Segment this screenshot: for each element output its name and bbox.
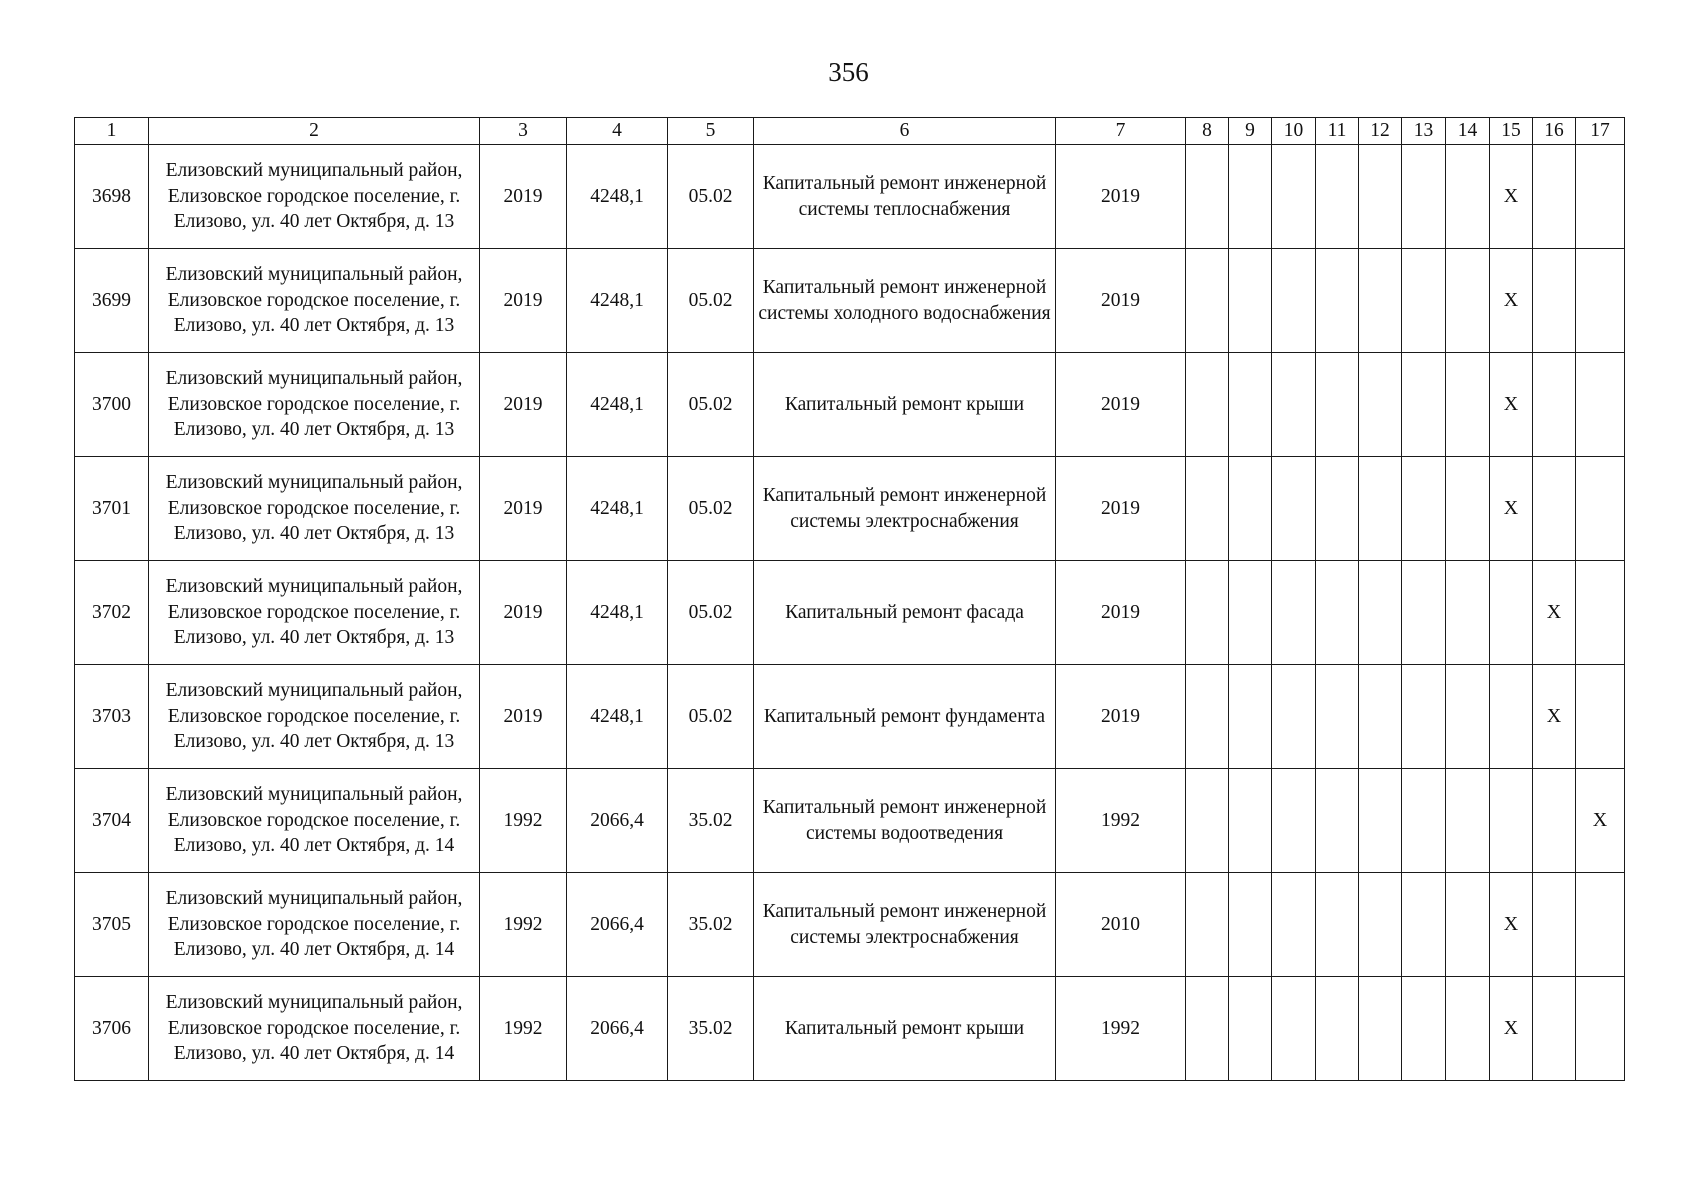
code-cell: 05.02 — [668, 457, 754, 561]
column-header: 7 — [1056, 118, 1186, 145]
mark-cell — [1316, 249, 1359, 353]
mark-cell — [1533, 457, 1576, 561]
column-header: 5 — [668, 118, 754, 145]
row-number-cell: 3699 — [75, 249, 149, 353]
mark-cell — [1490, 665, 1533, 769]
column-header: 13 — [1402, 118, 1446, 145]
address-cell: Елизовский муниципальный район, Елизовское городское поселение, г. Елизово, ул. 40 лет Октября, д. 13 — [149, 665, 480, 769]
year-done-cell: 2019 — [1056, 561, 1186, 665]
code-cell: 05.02 — [668, 249, 754, 353]
mark-cell — [1402, 145, 1446, 249]
work-type-cell: Капитальный ремонт инженерной системы водоотведения — [754, 769, 1056, 873]
mark-cell — [1359, 353, 1402, 457]
mark-cell — [1359, 873, 1402, 977]
page-number: 356 — [828, 57, 869, 87]
mark-cell — [1359, 665, 1402, 769]
mark-cell — [1359, 249, 1402, 353]
address-cell: Елизовский муниципальный район, Елизовское городское поселение, г. Елизово, ул. 40 лет Октября, д. 13 — [149, 353, 480, 457]
mark-cell — [1576, 873, 1625, 977]
mark-cell — [1576, 145, 1625, 249]
mark-cell — [1402, 353, 1446, 457]
work-type-cell: Капитальный ремонт крыши — [754, 977, 1056, 1081]
mark-cell — [1272, 457, 1316, 561]
mark-cell — [1576, 457, 1625, 561]
code-cell: 05.02 — [668, 561, 754, 665]
table-row — [75, 873, 1625, 977]
work-type-cell: Капитальный ремонт фасада — [754, 561, 1056, 665]
mark-cell — [1359, 561, 1402, 665]
mark-cell — [1272, 873, 1316, 977]
row-number-cell: 3703 — [75, 665, 149, 769]
mark-cell — [1316, 561, 1359, 665]
header-row — [75, 118, 1625, 145]
mark-cell: X — [1576, 769, 1625, 873]
mark-cell — [1446, 249, 1490, 353]
year-built-cell: 2019 — [480, 249, 567, 353]
mark-cell — [1446, 145, 1490, 249]
column-header: 17 — [1576, 118, 1625, 145]
table-row — [75, 561, 1625, 665]
mark-cell — [1446, 665, 1490, 769]
table-body — [75, 145, 1625, 1081]
year-done-cell: 2019 — [1056, 457, 1186, 561]
column-header: 4 — [567, 118, 668, 145]
year-built-cell: 1992 — [480, 977, 567, 1081]
area-cell: 2066,4 — [567, 769, 668, 873]
area-cell: 4248,1 — [567, 353, 668, 457]
mark-cell — [1576, 561, 1625, 665]
table-row — [75, 145, 1625, 249]
year-built-cell: 2019 — [480, 561, 567, 665]
mark-cell — [1490, 561, 1533, 665]
table-row — [75, 353, 1625, 457]
work-type-cell: Капитальный ремонт крыши — [754, 353, 1056, 457]
mark-cell — [1272, 145, 1316, 249]
mark-cell — [1229, 353, 1272, 457]
work-type-cell: Капитальный ремонт фундамента — [754, 665, 1056, 769]
mark-cell — [1316, 457, 1359, 561]
mark-cell — [1316, 665, 1359, 769]
column-header: 9 — [1229, 118, 1272, 145]
year-done-cell: 1992 — [1056, 977, 1186, 1081]
mark-cell — [1229, 249, 1272, 353]
mark-cell — [1533, 353, 1576, 457]
address-cell: Елизовский муниципальный район, Елизовское городское поселение, г. Елизово, ул. 40 лет Октября, д. 14 — [149, 977, 480, 1081]
mark-cell — [1229, 873, 1272, 977]
mark-cell — [1576, 353, 1625, 457]
work-type-cell: Капитальный ремонт инженерной системы теплоснабжения — [754, 145, 1056, 249]
year-done-cell: 2019 — [1056, 665, 1186, 769]
code-cell: 35.02 — [668, 873, 754, 977]
mark-cell — [1402, 665, 1446, 769]
year-built-cell: 1992 — [480, 873, 567, 977]
column-header: 12 — [1359, 118, 1402, 145]
mark-cell — [1229, 457, 1272, 561]
mark-cell — [1316, 145, 1359, 249]
mark-cell — [1186, 145, 1229, 249]
area-cell: 4248,1 — [567, 665, 668, 769]
address-cell: Елизовский муниципальный район, Елизовское городское поселение, г. Елизово, ул. 40 лет Октября, д. 13 — [149, 249, 480, 353]
mark-cell — [1316, 977, 1359, 1081]
table-header — [75, 118, 1625, 145]
row-number-cell: 3705 — [75, 873, 149, 977]
registry-table — [74, 117, 1625, 1081]
mark-cell — [1316, 353, 1359, 457]
mark-cell — [1229, 145, 1272, 249]
mark-cell — [1402, 873, 1446, 977]
year-built-cell: 2019 — [480, 665, 567, 769]
table-row — [75, 457, 1625, 561]
code-cell: 35.02 — [668, 769, 754, 873]
mark-cell — [1533, 249, 1576, 353]
work-type-cell: Капитальный ремонт инженерной системы электроснабжения — [754, 873, 1056, 977]
mark-cell — [1229, 977, 1272, 1081]
code-cell: 35.02 — [668, 977, 754, 1081]
mark-cell — [1186, 561, 1229, 665]
column-header: 3 — [480, 118, 567, 145]
row-number-cell: 3701 — [75, 457, 149, 561]
year-built-cell: 2019 — [480, 145, 567, 249]
mark-cell — [1533, 977, 1576, 1081]
mark-cell — [1186, 665, 1229, 769]
mark-cell — [1533, 873, 1576, 977]
mark-cell — [1576, 249, 1625, 353]
column-header: 16 — [1533, 118, 1576, 145]
column-header: 15 — [1490, 118, 1533, 145]
mark-cell — [1359, 457, 1402, 561]
mark-cell — [1229, 769, 1272, 873]
mark-cell — [1316, 769, 1359, 873]
mark-cell — [1533, 145, 1576, 249]
mark-cell — [1533, 769, 1576, 873]
mark-cell — [1272, 769, 1316, 873]
column-header: 8 — [1186, 118, 1229, 145]
mark-cell — [1359, 769, 1402, 873]
mark-cell: X — [1490, 977, 1533, 1081]
table-row — [75, 249, 1625, 353]
column-header: 1 — [75, 118, 149, 145]
table-row — [75, 769, 1625, 873]
mark-cell — [1272, 561, 1316, 665]
mark-cell — [1272, 665, 1316, 769]
mark-cell — [1446, 977, 1490, 1081]
column-header: 6 — [754, 118, 1056, 145]
mark-cell — [1359, 977, 1402, 1081]
mark-cell — [1272, 977, 1316, 1081]
year-done-cell: 2019 — [1056, 353, 1186, 457]
area-cell: 4248,1 — [567, 145, 668, 249]
address-cell: Елизовский муниципальный район, Елизовское городское поселение, г. Елизово, ул. 40 лет Октября, д. 14 — [149, 769, 480, 873]
code-cell: 05.02 — [668, 665, 754, 769]
mark-cell: X — [1533, 561, 1576, 665]
code-cell: 05.02 — [668, 353, 754, 457]
mark-cell: X — [1490, 249, 1533, 353]
mark-cell — [1402, 977, 1446, 1081]
row-number-cell: 3704 — [75, 769, 149, 873]
column-header: 2 — [149, 118, 480, 145]
table-row — [75, 977, 1625, 1081]
area-cell: 2066,4 — [567, 873, 668, 977]
mark-cell — [1272, 353, 1316, 457]
mark-cell — [1402, 457, 1446, 561]
mark-cell — [1402, 769, 1446, 873]
row-number-cell: 3706 — [75, 977, 149, 1081]
mark-cell — [1186, 457, 1229, 561]
table-row — [75, 665, 1625, 769]
row-number-cell: 3700 — [75, 353, 149, 457]
year-done-cell: 2010 — [1056, 873, 1186, 977]
row-number-cell: 3702 — [75, 561, 149, 665]
mark-cell — [1359, 145, 1402, 249]
column-header: 11 — [1316, 118, 1359, 145]
mark-cell: X — [1533, 665, 1576, 769]
mark-cell — [1576, 977, 1625, 1081]
column-header: 14 — [1446, 118, 1490, 145]
year-done-cell: 2019 — [1056, 145, 1186, 249]
mark-cell — [1186, 769, 1229, 873]
mark-cell — [1446, 873, 1490, 977]
code-cell: 05.02 — [668, 145, 754, 249]
mark-cell — [1186, 353, 1229, 457]
mark-cell — [1186, 873, 1229, 977]
mark-cell: X — [1490, 873, 1533, 977]
mark-cell — [1446, 353, 1490, 457]
mark-cell: X — [1490, 353, 1533, 457]
mark-cell — [1186, 977, 1229, 1081]
year-done-cell: 2019 — [1056, 249, 1186, 353]
area-cell: 4248,1 — [567, 249, 668, 353]
year-done-cell: 1992 — [1056, 769, 1186, 873]
mark-cell — [1229, 665, 1272, 769]
mark-cell: X — [1490, 457, 1533, 561]
mark-cell — [1229, 561, 1272, 665]
mark-cell — [1576, 665, 1625, 769]
mark-cell — [1490, 769, 1533, 873]
mark-cell — [1272, 249, 1316, 353]
year-built-cell: 2019 — [480, 457, 567, 561]
area-cell: 4248,1 — [567, 561, 668, 665]
address-cell: Елизовский муниципальный район, Елизовское городское поселение, г. Елизово, ул. 40 лет Октября, д. 13 — [149, 145, 480, 249]
address-cell: Елизовский муниципальный район, Елизовское городское поселение, г. Елизово, ул. 40 лет Октября, д. 13 — [149, 561, 480, 665]
address-cell: Елизовский муниципальный район, Елизовское городское поселение, г. Елизово, ул. 40 лет Октября, д. 13 — [149, 457, 480, 561]
mark-cell — [1446, 457, 1490, 561]
year-built-cell: 2019 — [480, 353, 567, 457]
year-built-cell: 1992 — [480, 769, 567, 873]
mark-cell — [1402, 249, 1446, 353]
work-type-cell: Капитальный ремонт инженерной системы электроснабжения — [754, 457, 1056, 561]
mark-cell — [1186, 249, 1229, 353]
column-header: 10 — [1272, 118, 1316, 145]
row-number-cell: 3698 — [75, 145, 149, 249]
area-cell: 4248,1 — [567, 457, 668, 561]
mark-cell: X — [1490, 145, 1533, 249]
mark-cell — [1446, 561, 1490, 665]
mark-cell — [1316, 873, 1359, 977]
mark-cell — [1446, 769, 1490, 873]
area-cell: 2066,4 — [567, 977, 668, 1081]
work-type-cell: Капитальный ремонт инженерной системы холодного водоснабжения — [754, 249, 1056, 353]
address-cell: Елизовский муниципальный район, Елизовское городское поселение, г. Елизово, ул. 40 лет Октября, д. 14 — [149, 873, 480, 977]
mark-cell — [1402, 561, 1446, 665]
